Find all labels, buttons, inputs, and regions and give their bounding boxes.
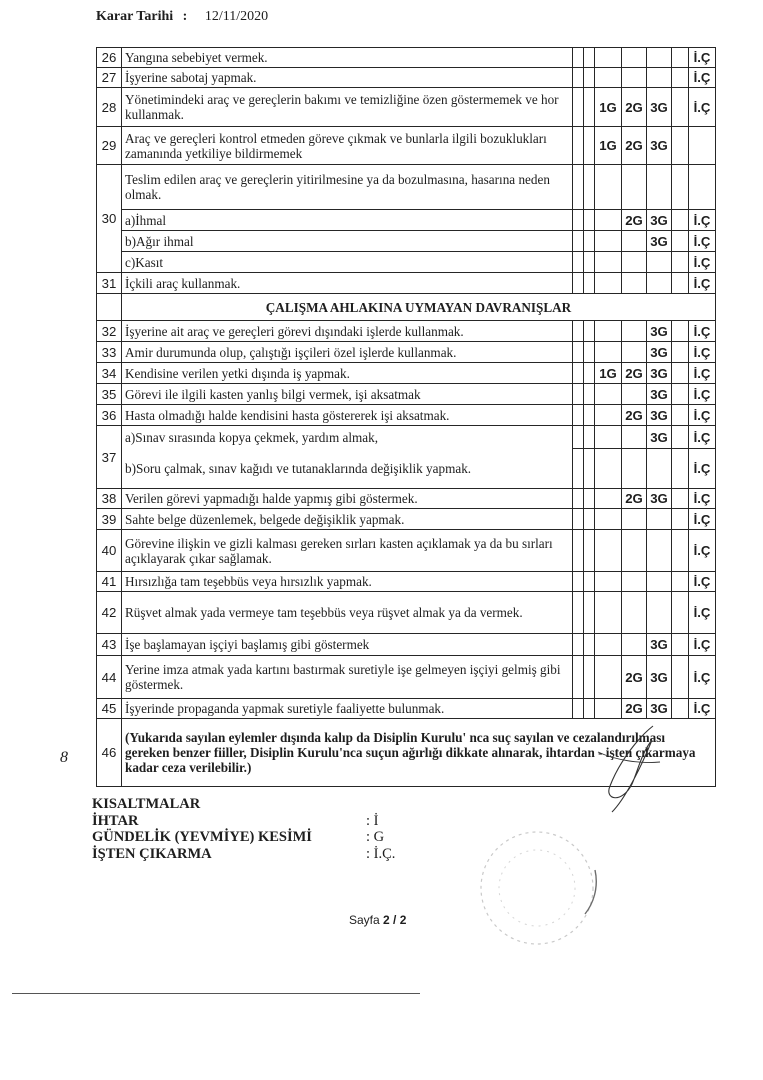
table-row — [97, 426, 716, 449]
row-number: 31 — [97, 273, 122, 294]
penalty-2g — [622, 592, 647, 634]
penalty-2g — [622, 165, 647, 210]
penalty-ic — [689, 165, 716, 210]
table-row — [97, 363, 716, 384]
table-row — [97, 321, 716, 342]
penalty-ic: İ.Ç — [689, 572, 716, 592]
row-number: 45 — [97, 699, 122, 719]
penalty-2g — [622, 342, 647, 363]
decision-date-colon: : — [182, 9, 188, 24]
table-row — [97, 592, 716, 634]
penalty-1g — [595, 656, 622, 699]
penalty-ic: İ.Ç — [689, 530, 716, 572]
penalty-ic: İ.Ç — [689, 384, 716, 405]
row-text: Verilen görevi yapmadığı halde yapmış gibi göstermek. — [122, 489, 573, 509]
penalty-1g — [595, 231, 622, 252]
row-number: 40 — [97, 530, 122, 572]
row-number: 27 — [97, 68, 122, 88]
penalty-1g — [595, 210, 622, 231]
row-number: 46 — [97, 719, 122, 787]
penalty-1g — [595, 321, 622, 342]
penalty-3g: 3G — [647, 231, 672, 252]
penalty-3g — [647, 48, 672, 68]
penalty-3g: 3G — [647, 210, 672, 231]
penalty-1g — [595, 405, 622, 426]
section-row — [97, 294, 716, 321]
penalty-1g — [595, 530, 622, 572]
penalty-1g — [595, 48, 622, 68]
table-row — [97, 489, 716, 509]
penalty-3g — [647, 592, 672, 634]
row-number: 34 — [97, 363, 122, 384]
table-row — [97, 231, 716, 252]
penalty-ic: İ.Ç — [689, 342, 716, 363]
row-number: 44 — [97, 656, 122, 699]
abbreviation-term: İŞTEN ÇIKARMA — [92, 845, 212, 862]
penalty-2g — [622, 384, 647, 405]
abbreviations-title: KISALTMALAR — [92, 796, 201, 812]
row-text: a)Sınav sırasında kopya çekmek, yardım almak, — [122, 426, 573, 449]
table-row — [97, 719, 716, 787]
penalty-2g — [622, 252, 647, 273]
margin-handwritten-mark: 8 — [60, 749, 68, 766]
table-row — [97, 656, 716, 699]
penalty-2g — [622, 449, 647, 489]
penalty-1g — [595, 384, 622, 405]
row-text: Kendisine verilen yetki dışında iş yapmak. — [122, 363, 573, 384]
row-text: İşyerine sabotaj yapmak. — [122, 68, 573, 88]
penalty-ic: İ.Ç — [689, 273, 716, 294]
row-number: 43 — [97, 634, 122, 656]
penalty-1g — [595, 489, 622, 509]
page-current: 2 — [383, 913, 390, 927]
penalty-1g — [595, 592, 622, 634]
penalty-ic: İ.Ç — [689, 489, 716, 509]
penalty-1g: 1G — [595, 127, 622, 165]
penalty-1g — [595, 699, 622, 719]
row-text: Sahte belge düzenlemek, belgede değişiklik yapmak. — [122, 509, 573, 530]
penalty-3g — [647, 449, 672, 489]
penalty-1g — [595, 165, 622, 210]
row-text: Teslim edilen araç ve gereçlerin yitirilmesine ya da bozulmasına, hasarına neden olmak. — [122, 165, 573, 210]
row-number: 33 — [97, 342, 122, 363]
penalty-ic — [689, 127, 716, 165]
row-number: 30 — [97, 165, 122, 273]
penalty-1g: 1G — [595, 363, 622, 384]
table-row — [97, 384, 716, 405]
penalty-3g: 3G — [647, 656, 672, 699]
penalty-1g — [595, 342, 622, 363]
penalty-ic: İ.Ç — [689, 68, 716, 88]
penalty-2g — [622, 530, 647, 572]
penalty-1g — [595, 572, 622, 592]
row-text: Hırsızlığa tam teşebbüs veya hırsızlık yapmak. — [122, 572, 573, 592]
penalty-3g: 3G — [647, 489, 672, 509]
penalty-3g — [647, 273, 672, 294]
penalty-ic: İ.Ç — [689, 252, 716, 273]
table-row — [97, 342, 716, 363]
penalty-3g — [647, 252, 672, 273]
penalty-3g — [647, 68, 672, 88]
page-number — [349, 913, 406, 927]
row-number: 41 — [97, 572, 122, 592]
page-label: Sayfa — [349, 913, 380, 927]
row-number: 32 — [97, 321, 122, 342]
row-text: (Yukarıda sayılan eylemler dışında kalıp da Disiplin Kurulu' nca suç sayılan ve cezalandırılması gereken benzer fiiller, Disiplin Kurulu'nca suçun ağırlığı dikkate alınarak, ihtardan - işten çıkarmaya kadar ceza verilebilir.) — [122, 719, 716, 787]
penalty-ic: İ.Ç — [689, 48, 716, 68]
penalty-3g: 3G — [647, 426, 672, 449]
penalty-2g: 2G — [622, 489, 647, 509]
abbreviation-value: : G — [366, 829, 385, 845]
penalty-3g — [647, 165, 672, 210]
discipline-table — [96, 47, 716, 787]
row-number: 28 — [97, 88, 122, 127]
table-row — [97, 165, 716, 210]
table-row — [97, 68, 716, 88]
penalty-ic: İ.Ç — [689, 426, 716, 449]
row-text: c)Kasıt — [122, 252, 573, 273]
penalty-3g: 3G — [647, 384, 672, 405]
faded-seal-stamp-icon — [467, 818, 607, 958]
row-number: 36 — [97, 405, 122, 426]
penalty-ic: İ.Ç — [689, 592, 716, 634]
abbreviation-value: : İ — [366, 812, 379, 829]
table-row — [97, 252, 716, 273]
row-number: 38 — [97, 489, 122, 509]
penalty-ic: İ.Ç — [689, 363, 716, 384]
penalty-3g — [647, 572, 672, 592]
penalty-ic: İ.Ç — [689, 231, 716, 252]
decision-date-header — [96, 9, 268, 25]
row-text: Yangına sebebiyet vermek. — [122, 48, 573, 68]
row-text: Hasta olmadığı halde kendisini hasta göstererek işi aksatmak. — [122, 405, 573, 426]
row-number: 39 — [97, 509, 122, 530]
penalty-2g — [622, 509, 647, 530]
row-number: 37 — [97, 426, 122, 489]
row-number: 26 — [97, 48, 122, 68]
penalty-ic: İ.Ç — [689, 88, 716, 127]
table-row — [97, 405, 716, 426]
table-row — [97, 88, 716, 127]
decision-date-label: Karar Tarihi — [96, 9, 174, 24]
penalty-3g: 3G — [647, 88, 672, 127]
penalty-3g: 3G — [647, 127, 672, 165]
penalty-2g: 2G — [622, 88, 647, 127]
table-row — [97, 127, 716, 165]
penalty-2g: 2G — [622, 363, 647, 384]
table-row — [97, 449, 716, 489]
row-text: Görevi ile ilgili kasten yanlış bilgi vermek, işi aksatmak — [122, 384, 573, 405]
penalty-3g — [647, 530, 672, 572]
penalty-3g: 3G — [647, 405, 672, 426]
penalty-3g: 3G — [647, 363, 672, 384]
penalty-2g — [622, 426, 647, 449]
penalty-3g: 3G — [647, 321, 672, 342]
penalty-ic: İ.Ç — [689, 656, 716, 699]
penalty-2g — [622, 634, 647, 656]
abbreviation-row — [92, 846, 395, 863]
row-number: 29 — [97, 127, 122, 165]
penalty-3g: 3G — [647, 342, 672, 363]
penalty-2g — [622, 273, 647, 294]
footer-divider — [12, 993, 420, 994]
penalty-2g — [622, 321, 647, 342]
penalty-1g — [595, 273, 622, 294]
table-row — [97, 210, 716, 231]
penalty-1g — [595, 509, 622, 530]
penalty-1g — [595, 68, 622, 88]
penalty-ic: İ.Ç — [689, 509, 716, 530]
penalty-ic: İ.Ç — [689, 321, 716, 342]
table-row — [97, 48, 716, 68]
penalty-2g: 2G — [622, 127, 647, 165]
row-text: b)Soru çalmak, sınav kağıdı ve tutanaklarında değişiklik yapmak. — [122, 449, 573, 489]
penalty-2g: 2G — [622, 210, 647, 231]
table-row — [97, 530, 716, 572]
penalty-3g: 3G — [647, 699, 672, 719]
penalty-1g — [595, 634, 622, 656]
penalty-2g — [622, 48, 647, 68]
abbreviation-term: GÜNDELİK (YEVMİYE) KESİMİ — [92, 829, 312, 845]
penalty-2g — [622, 231, 647, 252]
page-total: 2 — [399, 913, 407, 927]
penalty-ic: İ.Ç — [689, 634, 716, 656]
abbreviation-value: : İ.Ç. — [366, 845, 396, 862]
abbreviation-row — [92, 829, 395, 846]
section-heading: ÇALIŞMA AHLAKINA UYMAYAN DAVRANIŞLAR — [122, 294, 716, 321]
penalty-1g — [595, 426, 622, 449]
row-text: Yönetimindeki araç ve gereçlerin bakımı ve temizliğine özen göstermemek ve hor kullanmak. — [122, 88, 573, 127]
penalty-ic: İ.Ç — [689, 449, 716, 489]
table-row — [97, 699, 716, 719]
penalty-2g — [622, 68, 647, 88]
penalty-1g — [595, 252, 622, 273]
table-row — [97, 509, 716, 530]
penalty-ic: İ.Ç — [689, 405, 716, 426]
row-text: Görevine ilişkin ve gizli kalması gereken sırları kasten açıklamak ya da bu sırları açıklayarak çıkar sağlamak. — [122, 530, 573, 572]
penalty-3g — [647, 509, 672, 530]
abbreviations-block — [92, 796, 395, 862]
penalty-2g: 2G — [622, 405, 647, 426]
row-text: İçkili araç kullanmak. — [122, 273, 573, 294]
page-separator: / — [389, 913, 400, 927]
row-text: Amir durumunda olup, çalıştığı işçileri özel işlerde kullanmak. — [122, 342, 573, 363]
penalty-1g — [595, 449, 622, 489]
row-text: Yerine imza atmak yada kartını bastırmak suretiyle işe gelmeyen işçiyi gelmiş gibi göstermek. — [122, 656, 573, 699]
row-text: a)İhmal — [122, 210, 573, 231]
abbreviation-row — [92, 813, 395, 830]
penalty-2g: 2G — [622, 699, 647, 719]
table-row — [97, 572, 716, 592]
row-text: Araç ve gereçleri kontrol etmeden göreve çıkmak ve bunlarla ilgili bozuklukları zamanında yetkiliye bildirmemek — [122, 127, 573, 165]
penalty-1g: 1G — [595, 88, 622, 127]
abbreviation-term: İHTAR — [92, 812, 139, 829]
table-row — [97, 634, 716, 656]
penalty-2g — [622, 572, 647, 592]
penalty-2g: 2G — [622, 656, 647, 699]
penalty-ic: İ.Ç — [689, 210, 716, 231]
row-text: b)Ağır ihmal — [122, 231, 573, 252]
penalty-ic: İ.Ç — [689, 699, 716, 719]
row-text: Rüşvet almak yada vermeye tam teşebbüs veya rüşvet almak ya da vermek. — [122, 592, 573, 634]
table-row — [97, 273, 716, 294]
row-number: 35 — [97, 384, 122, 405]
decision-date-value: 12/11/2020 — [204, 9, 269, 24]
row-text: İşyerine ait araç ve gereçleri görevi dışındaki işlerde kullanmak. — [122, 321, 573, 342]
row-text: İşe başlamayan işçiyi başlamış gibi göstermek — [122, 634, 573, 656]
row-text: İşyerinde propaganda yapmak suretiyle faaliyette bulunmak. — [122, 699, 573, 719]
row-number: 42 — [97, 592, 122, 634]
penalty-3g: 3G — [647, 634, 672, 656]
